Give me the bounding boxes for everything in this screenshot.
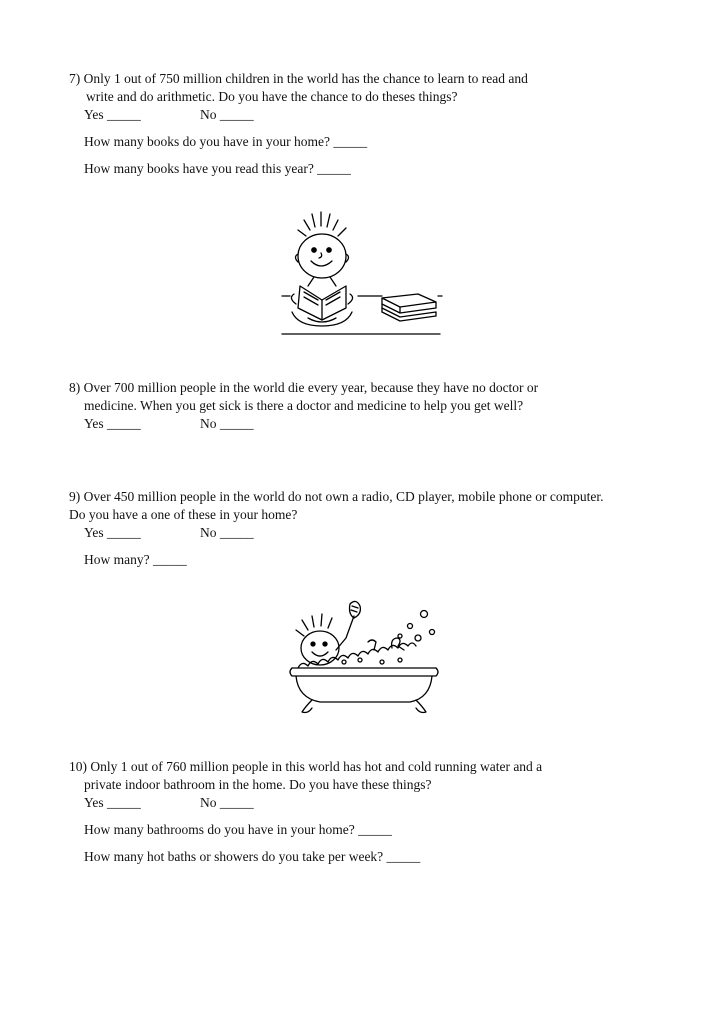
- q9-no-answer[interactable]: No _____: [200, 525, 254, 540]
- q9-text-line1: 9) Over 450 million people in the world do not own a radio, CD player, mobile phone or computer.: [69, 489, 604, 504]
- child-in-bathtub-icon: [288, 594, 444, 720]
- q10-yes-answer[interactable]: Yes _____: [84, 795, 141, 810]
- q10-text-line2: private indoor bathroom in the home. Do you have these things?: [84, 777, 432, 792]
- q10-bathrooms-question[interactable]: How many bathrooms do you have in your home? _____: [84, 822, 392, 837]
- q8-no-answer[interactable]: No _____: [200, 416, 254, 431]
- q8-text-line1: 8) Over 700 million people in the world die every year, because they have no doctor or: [69, 380, 539, 395]
- q8-text-line2: medicine. When you get sick is there a doctor and medicine to help you get well?: [84, 398, 524, 413]
- q10-text-line1: 10) Only 1 out of 760 million people in this world has hot and cold running water and a: [69, 759, 543, 774]
- q7-text-line2: write and do arithmetic. Do you have the chance to do theses things?: [86, 89, 458, 104]
- q7-books-read-question[interactable]: How many books have you read this year? _____: [84, 161, 351, 176]
- q9-text-line2: Do you have a one of these in your home?: [69, 507, 298, 522]
- q10-no-answer[interactable]: No _____: [200, 795, 254, 810]
- q9-how-many-question[interactable]: How many? _____: [84, 552, 187, 567]
- q8-yes-answer[interactable]: Yes _____: [84, 416, 141, 431]
- q10-baths-question[interactable]: How many hot baths or showers do you take per week? _____: [84, 849, 421, 864]
- q7-yes-answer[interactable]: Yes _____: [84, 107, 141, 122]
- q9-yes-answer[interactable]: Yes _____: [84, 525, 141, 540]
- q7-books-home-question[interactable]: How many books do you have in your home? _____: [84, 134, 368, 149]
- q7-text-line1: 7) Only 1 out of 750 million children in the world has the chance to learn to read and: [69, 71, 528, 86]
- q7-no-answer[interactable]: No _____: [200, 107, 254, 122]
- child-reading-book-icon: [278, 208, 444, 338]
